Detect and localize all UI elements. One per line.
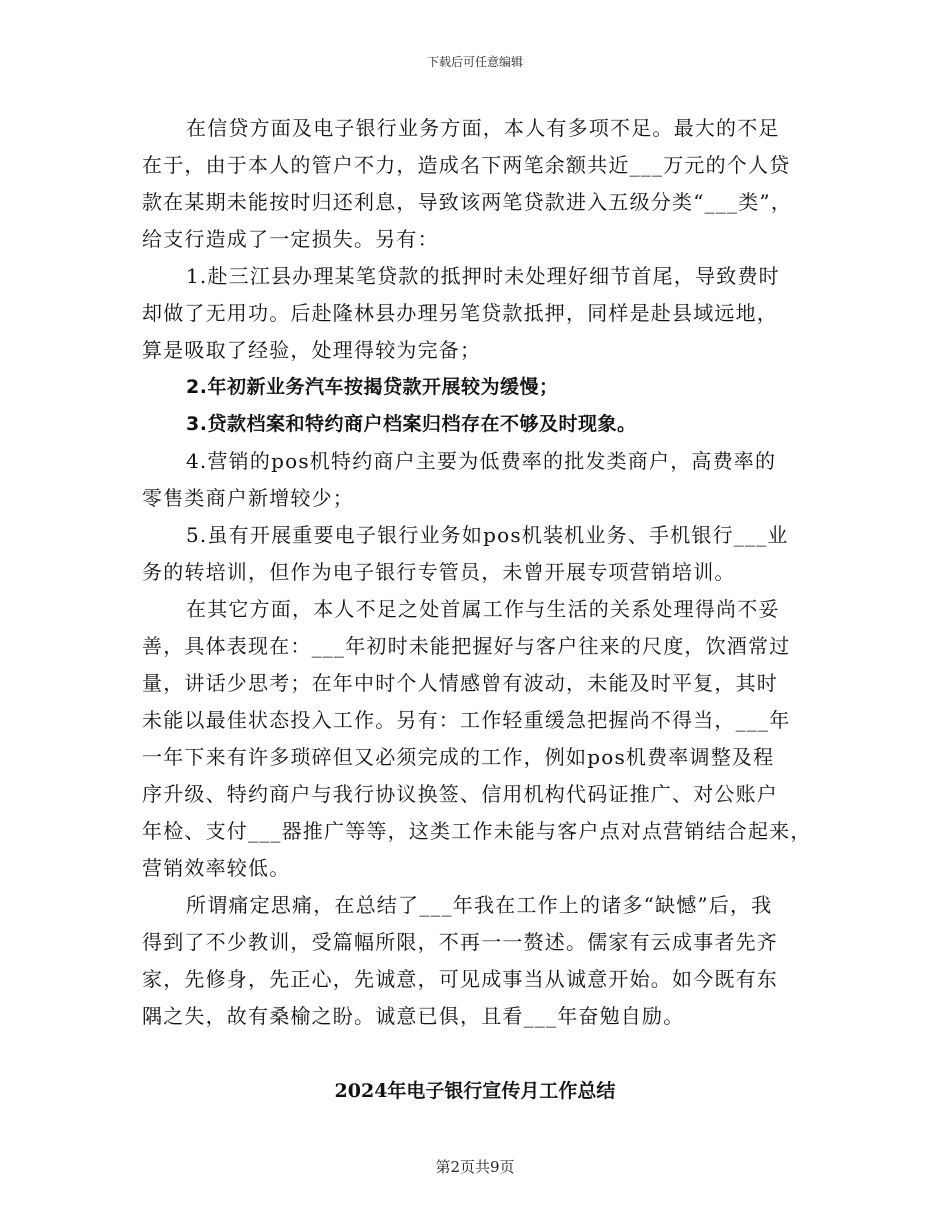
list-item-line: 算是吸取了经验，处理得较为完备； (142, 338, 482, 362)
section-title: 2024年电子银行宣传月工作总结 (334, 1080, 616, 1102)
list-item-bold: 2.年初新业务汽车按揭贷款开展较为缓慢； (186, 376, 559, 398)
paragraph-line: 在其它方面，本人不足之处首属工作与生活的关系处理得尚不妥 (186, 597, 780, 621)
list-item-line: 零售类商户新增较少； (142, 486, 354, 510)
document-body (142, 110, 810, 1035)
paragraph-line: 一年下来有许多琐碎但又必须完成的工作，例如pos机费率调整及程 (142, 745, 775, 769)
list-item-bold: 3.贷款档案和特约商户档案归档存在不够及时现象。 (186, 413, 637, 435)
paragraph-line: 善，具体表现在：___年初时未能把握好与客户往来的尺度，饮酒常过 (142, 634, 791, 658)
paragraph-line: 隅之失，故有桑榆之盼。诚意已俱，且看___年奋勉自励。 (142, 1004, 685, 1028)
paragraph-line: 未能以最佳状态投入工作。另有：工作轻重缓急把握尚不得当，___年 (142, 708, 791, 732)
paragraph-line: 得到了不少教训，受篇幅所限，不再一一赘述。儒家有云成事者先齐 (142, 930, 778, 954)
list-item-line: 却做了无用功。后赴隆林县办理另笔贷款抵押，同样是赴县域远地， (142, 301, 778, 325)
list-item-line: 5.虽有开展重要电子银行业务如pos机装机业务、手机银行___业 (186, 523, 789, 547)
page-footer: 第2页共9页 (435, 1158, 515, 1176)
paragraph-line: 所谓痛定思痛，在总结了___年我在工作上的诸多“缺憾”后，我 (186, 893, 773, 917)
list-item-line: 1.赴三江县办理某笔贷款的抵押时未处理好细节首尾，导致费时 (186, 264, 780, 288)
paragraph-line: 在信贷方面及电子银行业务方面，本人有多项不足。最大的不足 (186, 116, 780, 140)
paragraph-line: 给支行造成了一定损失。另有： (142, 227, 439, 251)
page-header: 下载后可任意编辑 (426, 55, 523, 69)
paragraph-line: 序升级、特约商户与我行协议换签、信用机构代码证推广、对公账户 (142, 782, 778, 806)
paragraph-line: 营销效率较低。 (142, 856, 291, 880)
list-item-line: 务的转培训，但作为电子银行专管员，未曾开展专项营销培训。 (142, 560, 736, 584)
paragraph-line: 款在某期未能按时归还利息，导致该两笔贷款进入五级分类“___类”， (142, 190, 793, 214)
paragraph-line: 在于，由于本人的管户不力，造成名下两笔余额共近___万元的个人贷 (142, 153, 791, 177)
list-item-line: 4.营销的pos机特约商户主要为低费率的批发类商户，高费率的 (186, 449, 777, 473)
paragraph-line: 年检、支付___器推广等等，这类工作未能与客户点对点营销结合起来， (142, 819, 812, 843)
paragraph-line: 量，讲话少思考；在年中时个人情感曾有波动，未能及时平复，其时 (142, 671, 778, 695)
paragraph-line: 家，先修身，先正心，先诚意，可见成事当从诚意开始。如今既有东 (142, 967, 778, 991)
